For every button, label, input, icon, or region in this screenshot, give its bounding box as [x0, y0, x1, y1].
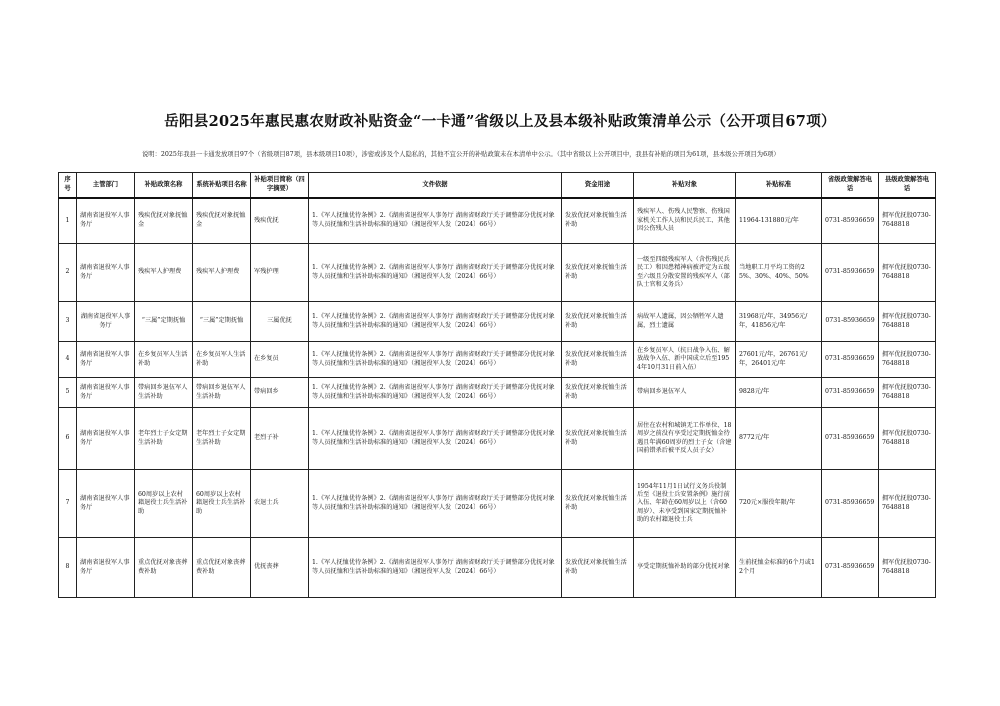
table-row — [59, 538, 936, 598]
short-cell: 农退士兵 — [251, 470, 309, 538]
header-cell: 补贴对象 — [634, 173, 736, 198]
policy-cell: 残疾优抚对象抚恤金 — [135, 198, 193, 244]
standard-cell: 11964-131880元/年 — [736, 198, 822, 244]
county-phone-cell: 拥军优抚股0730-7648818 — [879, 198, 936, 244]
policy-cell: 带病回乡退伍军人生活补助 — [135, 378, 193, 408]
table-row — [59, 198, 936, 244]
system-cell: 重点优抚对象丧葬费补助 — [193, 538, 251, 598]
use-cell: 发放优抚对象抚恤生活补助 — [562, 198, 634, 244]
header-cell: 补贴标准 — [736, 173, 822, 198]
system-cell: 残疾优抚对象抚恤金 — [193, 198, 251, 244]
short-cell: 残疾优抚 — [251, 198, 309, 244]
row-number: 2 — [59, 244, 77, 302]
table-row — [59, 342, 936, 378]
standard-cell: 9828元/年 — [736, 378, 822, 408]
row-number: 1 — [59, 198, 77, 244]
system-cell: 在乡复员军人生活补助 — [193, 342, 251, 378]
basis-cell: 1.《军人抚恤优待条例》2.《湖南省退役军人事务厅 湖南省财政厅关于调整部分优抚对象等人员抚恤和生活补助标准的通知》（湘退役军人发〔2024〕66号） — [309, 302, 562, 342]
dept-cell: 湖南省退役军人事务厅 — [77, 302, 135, 342]
target-cell: 居住在农村和城镇无工作单位、18周岁之前没有享受过定期抚恤金待遇且年满60周岁的烈士子女（含建国前错杀后被平反人员子女） — [634, 408, 736, 470]
use-cell: 发放优抚对象抚恤生活补助 — [562, 302, 634, 342]
standard-cell: 8772元/年 — [736, 408, 822, 470]
table-row — [59, 302, 936, 342]
use-cell: 发放优抚对象抚恤生活补助 — [562, 538, 634, 598]
target-cell: 享受定期抚恤补助的部分优抚对象 — [634, 538, 736, 598]
standard-cell: 720元×服役年限/年 — [736, 470, 822, 538]
policy-cell: 60周岁以上农村籍退役士兵生活补助 — [135, 470, 193, 538]
prov-phone-cell: 0731-85936659 — [822, 538, 879, 598]
basis-cell: 1.《军人抚恤优待条例》2.《湖南省退役军人事务厅 湖南省财政厅关于调整部分优抚对象等人员抚恤和生活补助标准的通知》（湘退役军人发〔2024〕66号） — [309, 378, 562, 408]
row-number: 8 — [59, 538, 77, 598]
basis-cell: 1.《军人抚恤优待条例》2.《湖南省退役军人事务厅 湖南省财政厅关于调整部分优抚对象等人员抚恤和生活补助标准的通知》（湘退役军人发〔2024〕66号） — [309, 342, 562, 378]
policy-cell: 老年烈士子女定期生活补助 — [135, 408, 193, 470]
county-phone-cell: 拥军优抚股0730-7648818 — [879, 302, 936, 342]
header-cell: 县级政策解答电话 — [879, 173, 936, 198]
target-cell: 带病回乡退伍军人 — [634, 378, 736, 408]
prov-phone-cell: 0731-85936659 — [822, 408, 879, 470]
county-phone-cell: 拥军优抚股0730-7648818 — [879, 342, 936, 378]
target-cell: 一级至四级残疾军人（含伤残民兵民工）和因患精神病被评定为五级至六级且分散安置的残疾军人（部队士官和义务兵） — [634, 244, 736, 302]
table-row — [59, 244, 936, 302]
short-cell: 在乡复员 — [251, 342, 309, 378]
use-cell: 发放优抚对象抚恤生活补助 — [562, 244, 634, 302]
policy-cell: 重点优抚对象丧葬费补助 — [135, 538, 193, 598]
table-row — [59, 378, 936, 408]
prov-phone-cell: 0731-85936659 — [822, 198, 879, 244]
row-number: 6 — [59, 408, 77, 470]
row-number: 5 — [59, 378, 77, 408]
use-cell: 发放优抚对象抚恤生活补助 — [562, 470, 634, 538]
header-cell: 补贴项目简称（四字摘要） — [251, 173, 309, 198]
system-cell: 带病回乡退伍军人生活补助 — [193, 378, 251, 408]
use-cell: 发放优抚对象抚恤生活补助 — [562, 408, 634, 470]
short-cell: 军残护理 — [251, 244, 309, 302]
policy-cell: 残疾军人护理费 — [135, 244, 193, 302]
prov-phone-cell: 0731-85936659 — [822, 470, 879, 538]
target-cell: 残疾军人、伤残人民警察、伤残国家机关工作人员和民兵民工、其他因公伤残人员 — [634, 198, 736, 244]
dept-cell: 湖南省退役军人事务厅 — [77, 538, 135, 598]
use-cell: 发放优抚对象抚恤生活补助 — [562, 378, 634, 408]
dept-cell: 湖南省退役军人事务厅 — [77, 378, 135, 408]
dept-cell: 湖南省退役军人事务厅 — [77, 408, 135, 470]
policy-cell: “三属”定期抚恤 — [135, 302, 193, 342]
table-row — [59, 408, 936, 470]
header-cell: 主管部门 — [77, 173, 135, 198]
short-cell: 老烈子补 — [251, 408, 309, 470]
row-number: 4 — [59, 342, 77, 378]
header-cell: 资金用途 — [562, 173, 634, 198]
county-phone-cell: 拥军优抚股0730-7648818 — [879, 538, 936, 598]
header-cell: 序号 — [59, 173, 77, 198]
header-row — [59, 173, 936, 198]
county-phone-cell: 拥军优抚股0730-7648818 — [879, 378, 936, 408]
basis-cell: 1.《军人抚恤优待条例》2.《湖南省退役军人事务厅 湖南省财政厅关于调整部分优抚对象等人员抚恤和生活补助标准的通知》（湘退役军人发〔2024〕66号） — [309, 408, 562, 470]
row-number: 3 — [59, 302, 77, 342]
use-cell: 发放优抚对象抚恤生活补助 — [562, 342, 634, 378]
prov-phone-cell: 0731-85936659 — [822, 342, 879, 378]
system-cell: 残疾军人护理费 — [193, 244, 251, 302]
system-cell: 老年烈士子女定期生活补助 — [193, 408, 251, 470]
table-row — [59, 470, 936, 538]
basis-cell: 1.《军人抚恤优待条例》2.《湖南省退役军人事务厅 湖南省财政厅关于调整部分优抚对象等人员抚恤和生活补助标准的通知》（湘退役军人发〔2024〕66号） — [309, 470, 562, 538]
short-cell: 三属优抚 — [251, 302, 309, 342]
standard-cell: 31968元/年，34956元/年，41856元/年 — [736, 302, 822, 342]
header-cell: 省级政策解答电话 — [822, 173, 879, 198]
county-phone-cell: 拥军优抚股0730-7648818 — [879, 470, 936, 538]
target-cell: 1954年11月1日试行义务兵役制后至《退役士兵安置条例》施行前入伍、年龄在60周岁以上（含60周岁）、未享受到国家定期抚恤补助的农村籍退役士兵 — [634, 470, 736, 538]
target-cell: 在乡复员军人（抗日战争入伍、解放战争入伍、新中国成立后至1954年10月31日前入伍） — [634, 342, 736, 378]
basis-cell: 1.《军人抚恤优待条例》2.《湖南省退役军人事务厅 湖南省财政厅关于调整部分优抚对象等人员抚恤和生活补助标准的通知》（湘退役军人发〔2024〕66号） — [309, 538, 562, 598]
target-cell: 病故军人遗属，因公牺牲军人遗属，烈士遗属 — [634, 302, 736, 342]
dept-cell: 湖南省退役军人事务厅 — [77, 198, 135, 244]
prov-phone-cell: 0731-85936659 — [822, 378, 879, 408]
basis-cell: 1.《军人抚恤优待条例》2.《湖南省退役军人事务厅 湖南省财政厅关于调整部分优抚对象等人员抚恤和生活补助标准的通知》（湘退役军人发〔2024〕66号） — [309, 198, 562, 244]
standard-cell: 当地职工月平均工资的25%、30%、40%、50% — [736, 244, 822, 302]
short-cell: 优抚丧葬 — [251, 538, 309, 598]
county-phone-cell: 拥军优抚股0730-7648818 — [879, 408, 936, 470]
policy-table — [58, 172, 936, 598]
page-title: 岳阳县2025年惠民惠农财政补贴资金“一卡通”省级以上及县本级补贴政策清单公示（公开项目67项） — [164, 113, 836, 130]
standard-cell: 生前抚恤金标准的6个月或12个月 — [736, 538, 822, 598]
standard-cell: 27601元/年，26761元/年，26401元/年 — [736, 342, 822, 378]
prov-phone-cell: 0731-85936659 — [822, 244, 879, 302]
dept-cell: 湖南省退役军人事务厅 — [77, 470, 135, 538]
prov-phone-cell: 0731-85936659 — [822, 302, 879, 342]
header-cell: 补贴政策名称 — [135, 173, 193, 198]
basis-cell: 1.《军人抚恤优待条例》2.《湖南省退役军人事务厅 湖南省财政厅关于调整部分优抚对象等人员抚恤和生活补助标准的通知》（湘退役军人发〔2024〕66号） — [309, 244, 562, 302]
dept-cell: 湖南省退役军人事务厅 — [77, 244, 135, 302]
dept-cell: 湖南省退役军人事务厅 — [77, 342, 135, 378]
short-cell: 带病回乡 — [251, 378, 309, 408]
row-number: 7 — [59, 470, 77, 538]
system-cell: 60周岁以上农村籍退役士兵生活补助 — [193, 470, 251, 538]
header-cell: 系统补贴项目名称 — [193, 173, 251, 198]
header-cell: 文件依据 — [309, 173, 562, 198]
system-cell: “三属”定期抚恤 — [193, 302, 251, 342]
policy-cell: 在乡复员军人生活补助 — [135, 342, 193, 378]
county-phone-cell: 拥军优抚股0730-7648818 — [879, 244, 936, 302]
description-note: 说明：2025年我县一卡通发放项目97个（省级项目87项，县本级项目10项），涉密或涉及个人隐私的，其他不宜公开的补贴政策未在本清单中公示。（其中省级以上公开项目中，我县有补贴的项目为61项，县本级公开项目为6项） — [142, 151, 780, 158]
